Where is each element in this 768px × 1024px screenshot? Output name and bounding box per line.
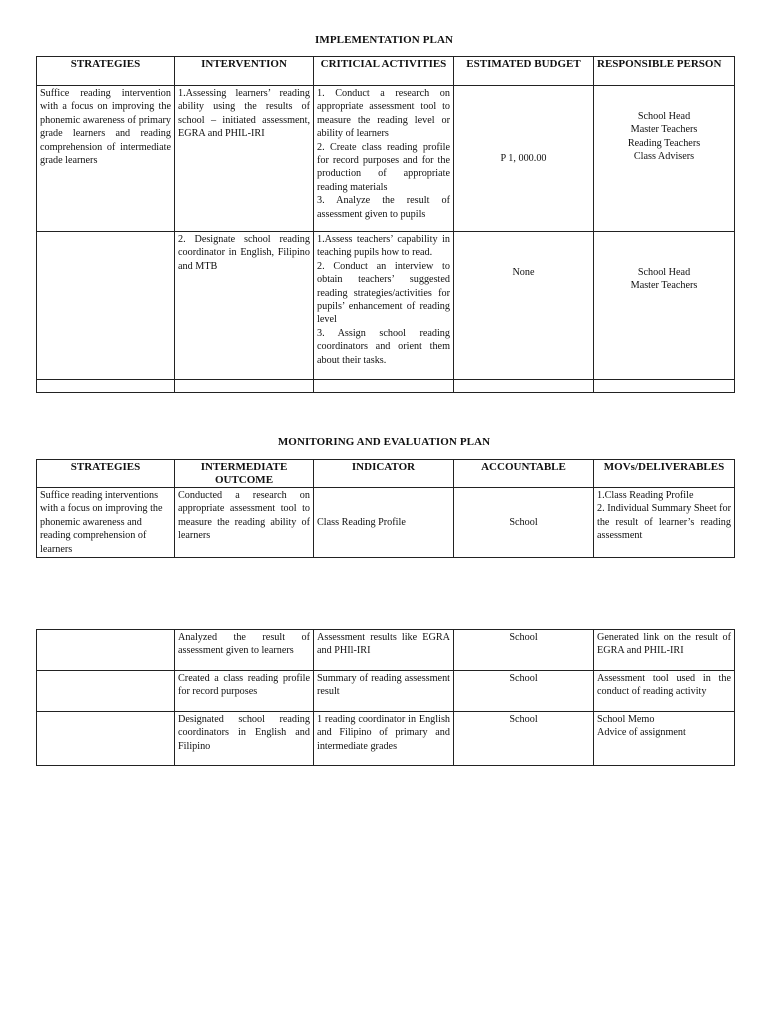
monitoring-plan-table [36, 459, 735, 558]
outcome-cell: Designated school reading coordinators in English and Filipino [175, 712, 314, 766]
mov-item: School Memo [597, 714, 655, 725]
movs-cell [594, 488, 735, 558]
accountable-cell: School [454, 488, 594, 558]
movs-cell [594, 671, 735, 712]
header-estimated-budget: ESTIMATED BUDGET [454, 57, 594, 86]
person-item: Class Advisers [633, 151, 695, 163]
activity-item: 3. Assign school reading coordinators and orient them about their tasks. [317, 327, 450, 366]
table-row [37, 712, 735, 766]
mov-item: 1.Class Reading Profile [597, 490, 694, 501]
indicator-cell: Assessment results like EGRA and PHIl-IRI [314, 630, 454, 671]
monitoring-plan-title: MONITORING AND EVALUATION PLAN [277, 436, 491, 448]
accountable-cell: School [454, 630, 594, 671]
outcome-cell: Created a class reading profile for record purposes [175, 671, 314, 712]
table-row [37, 671, 735, 712]
table-row [37, 232, 735, 380]
strategy-cell [37, 232, 175, 380]
activity-item: 1. Conduct a research on appropriate assessment tool to measure the reading level or ability of learners [317, 88, 450, 140]
activity-item: 1.Assess teachers’ capability in teaching pupils how to read. [317, 234, 450, 259]
empty-table-row [37, 380, 735, 393]
header-indicator: INDICATOR [314, 460, 454, 488]
movs-cell [594, 712, 735, 766]
header-responsible-person: RESPONSIBLE PERSON [594, 57, 735, 86]
person-item: Master Teachers [630, 280, 698, 292]
header-movs-deliverables: MOVs/DELIVERABLES [594, 460, 735, 488]
person-item: School Head [637, 267, 691, 278]
activity-item: 2. Conduct an interview to obtain teachers’ suggested reading strategies/activities for pupils’ enhancement of reading level [317, 260, 450, 326]
accountable-cell: School [454, 712, 594, 766]
indicator-cell: Summary of reading assessment result [314, 671, 454, 712]
activities-cell [314, 86, 454, 232]
responsible-person-cell [594, 232, 735, 380]
strategy-cell [37, 630, 175, 671]
strategy-cell [37, 712, 175, 766]
mov-item: Assessment tool used in the conduct of reading activity [597, 673, 731, 698]
intervention-cell: 2. Designate school reading coordinator in English, Filipino and MTB [175, 232, 314, 380]
strategy-cell: Suffice reading intervention with a focus on improving the phonemic awareness of primary grade learners and reading comprehension of intermediate grade learners [37, 86, 175, 232]
implementation-plan-title: IMPLEMENTATION PLAN [314, 34, 454, 46]
indicator-cell: 1 reading coordinator in English and Filipino of primary and intermediate grades [314, 712, 454, 766]
person-item: Reading Teachers [627, 137, 701, 149]
movs-cell [594, 630, 735, 671]
indicator-cell: Class Reading Profile [314, 488, 454, 558]
header-critical-activities: CRITICIAL ACTIVITIES [314, 57, 454, 86]
budget-cell: None [454, 232, 594, 380]
accountable-cell: School [454, 671, 594, 712]
activity-item: 3. Analyze the result of assessment given to pupils [317, 195, 450, 220]
budget-cell: P 1, 000.00 [454, 86, 594, 232]
person-item: Master Teachers [630, 124, 698, 136]
table-row [37, 630, 735, 671]
header-strategies: STRATEGIES [37, 57, 175, 86]
mov-item: 2. Individual Summary Sheet for the result of learner’s reading assessment [597, 503, 731, 542]
strategy-cell [37, 671, 175, 712]
mov-item: Advice of assignment [597, 727, 686, 739]
table-row [37, 488, 735, 558]
table-header-row [37, 460, 735, 488]
person-item: School Head [637, 111, 691, 122]
intervention-cell: 1.Assessing learners’ reading ability using the results of school – initiated assessment, EGRA and PHIL-IRI [175, 86, 314, 232]
activity-item: 2. Create class reading profile for record purposes and for the production of appropriate reading materials [317, 141, 450, 193]
table-header-row [37, 57, 735, 86]
header-accountable: ACCOUNTABLE [454, 460, 594, 488]
header-intervention: INTERVENTION [175, 57, 314, 86]
activities-cell [314, 232, 454, 380]
outcome-cell: Conducted a research on appropriate assessment tool to measure the reading ability of learners [175, 488, 314, 558]
monitoring-continuation-table [36, 629, 735, 766]
header-intermediate-outcome: INTERMEDIATE OUTCOME [175, 460, 314, 488]
mov-item: Generated link on the result of EGRA and PHIL-IRI [597, 632, 731, 657]
outcome-cell: Analyzed the result of assessment given to learners [175, 630, 314, 671]
implementation-plan-table [36, 56, 735, 393]
table-row [37, 86, 735, 232]
strategy-cell: Suffice reading interventions with a focus on improving the phonemic awareness and reading comprehension of learners [37, 488, 175, 558]
responsible-person-cell [594, 86, 735, 232]
header-strategies: STRATEGIES [37, 460, 175, 488]
